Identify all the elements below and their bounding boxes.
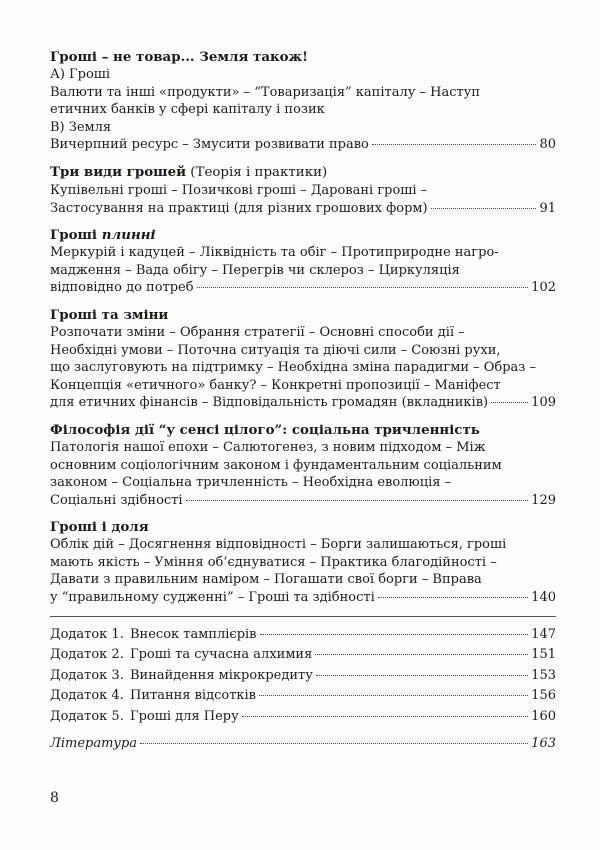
dot-leader <box>186 500 529 501</box>
dot-leader <box>260 634 529 635</box>
section-title-row <box>50 163 556 182</box>
divider <box>50 616 556 617</box>
page-reference: 156 <box>531 688 556 704</box>
section-line: Патологія нашої епохи – Салютогенез, з новим підходом – Між <box>50 439 486 455</box>
section-title: Гроші та зміни <box>50 306 169 323</box>
literature-row <box>50 734 556 754</box>
dot-leader <box>242 716 528 717</box>
page-reference: 151 <box>531 647 556 663</box>
toc-section <box>50 48 556 154</box>
section-line: Концепція «етичного» банку? – Конкретні пропозиції – Маніфест <box>50 377 501 393</box>
dot-leader <box>431 208 537 209</box>
section-line: А) Гроші <box>50 67 111 82</box>
dot-leader <box>316 675 528 676</box>
section-line: Застосування на практиці (для різних грошових форм) <box>50 200 428 216</box>
section-line: Меркурій і кадуцей – Ліквідність та обіг – Протиприродне нагро- <box>50 245 499 261</box>
section-line: основним соціологічним законом і фундаментальним соціальним <box>50 457 502 473</box>
appendix-row <box>50 645 556 666</box>
section-subtitle: (Теорія і практики) <box>186 164 328 180</box>
section-line: відповідно до потреб <box>50 280 194 296</box>
section-line: Вичерпний ресурс – Змусити розвивати право <box>50 137 369 153</box>
section-last-line <box>50 136 556 154</box>
dot-leader <box>140 743 528 744</box>
section-title: Гроші і доля <box>50 519 149 536</box>
section-title: Гроші – не товар... Земля також! <box>50 49 309 65</box>
appendix-row <box>50 625 556 646</box>
appendix-row <box>50 666 556 687</box>
page-number: 8 <box>50 790 59 806</box>
section-last-line <box>50 492 556 510</box>
table-of-contents <box>50 48 556 754</box>
section-title-italic: плинні <box>101 227 156 244</box>
page-reference: 147 <box>531 626 556 642</box>
appendix-number: Додаток 1. <box>50 626 124 642</box>
section-last-line <box>50 279 556 297</box>
appendix-row <box>50 686 556 707</box>
section-line: Давати з правильним наміром – Погашати свої борги – Вправа <box>50 572 482 588</box>
section-line: у “правильному судженні” – Гроші та здібності <box>50 590 375 606</box>
section-last-line <box>50 200 556 218</box>
toc-section <box>50 226 556 297</box>
dot-leader <box>259 695 528 696</box>
appendix-title: Питання відсотків <box>130 688 256 704</box>
appendix-number: Додаток 2. <box>50 647 124 663</box>
page-reference: 140 <box>531 590 556 606</box>
page-reference: 163 <box>531 735 556 751</box>
dot-leader <box>491 402 528 403</box>
section-line: для етичних фінансів – Відповідальність громадян (вкладників) <box>50 395 489 411</box>
page-reference: 102 <box>531 280 556 296</box>
appendix-row <box>50 707 556 728</box>
toc-section <box>50 163 556 217</box>
appendix-title: Гроші та сучасна алхимия <box>130 647 313 663</box>
dot-leader <box>372 144 537 145</box>
section-line: Соціальні здібності <box>50 492 183 508</box>
page-reference: 160 <box>531 709 556 725</box>
appendix-number: Додаток 4. <box>50 688 124 704</box>
section-title-row <box>50 226 556 244</box>
section-line: Необхідні умови – Поточна ситуація та діючі сили – Союзні рухи, <box>50 342 501 358</box>
section-title: Філософія дії “у сенсі цілого”: соціальна тричленність <box>50 421 480 438</box>
appendix-title: Гроші для Перу <box>130 709 239 725</box>
section-line: мадження – Вада обігу – Перегрів чи склероз – Циркуляція <box>50 262 460 278</box>
section-line: Купівельні гроші – Позичкові гроші – Даровані гроші – <box>50 182 428 198</box>
dot-leader <box>197 287 529 288</box>
section-line: Валюти та інші «продукти» – “Товаризація” капіталу – Наступ <box>50 84 480 100</box>
section-line: що заслуговують на підтримку – Необхідна зміна парадигми – Образ – <box>50 360 537 376</box>
section-last-line <box>50 394 556 412</box>
page-reference: 80 <box>539 137 556 153</box>
page-reference: 91 <box>539 200 556 216</box>
appendix-number: Додаток 3. <box>50 667 124 683</box>
literature-title: Література <box>50 735 138 751</box>
toc-section <box>50 306 556 412</box>
toc-section <box>50 421 556 509</box>
page-reference: 109 <box>531 395 556 411</box>
appendix-number: Додаток 5. <box>50 709 124 725</box>
section-line: законом – Соціальна тричленність – Необхідна еволюція – <box>50 475 452 491</box>
page-reference: 153 <box>531 667 556 683</box>
appendix-title: Винайдення мікрокредиту <box>130 667 313 683</box>
section-title: Гроші <box>50 227 102 244</box>
toc-section <box>50 518 556 606</box>
appendix-title: Внесок тамплієрів <box>130 626 257 642</box>
section-line: В) Земля <box>50 119 112 135</box>
section-line: Облік дій – Досягнення відповідності – Борги залишаються, гроші <box>50 537 507 553</box>
dot-leader <box>315 654 528 655</box>
section-line: етичних банків у сфері капіталу і позик <box>50 102 325 118</box>
dot-leader <box>378 597 528 598</box>
section-line: Розпочати зміни – Обрання стратегії – Основні способи дії – <box>50 324 465 340</box>
section-title: Три види грошей <box>50 163 187 180</box>
section-last-line <box>50 589 556 607</box>
section-line: мають якість – Уміння об’єднуватися – Практика благодійності – <box>50 554 497 570</box>
page-reference: 129 <box>531 492 556 508</box>
